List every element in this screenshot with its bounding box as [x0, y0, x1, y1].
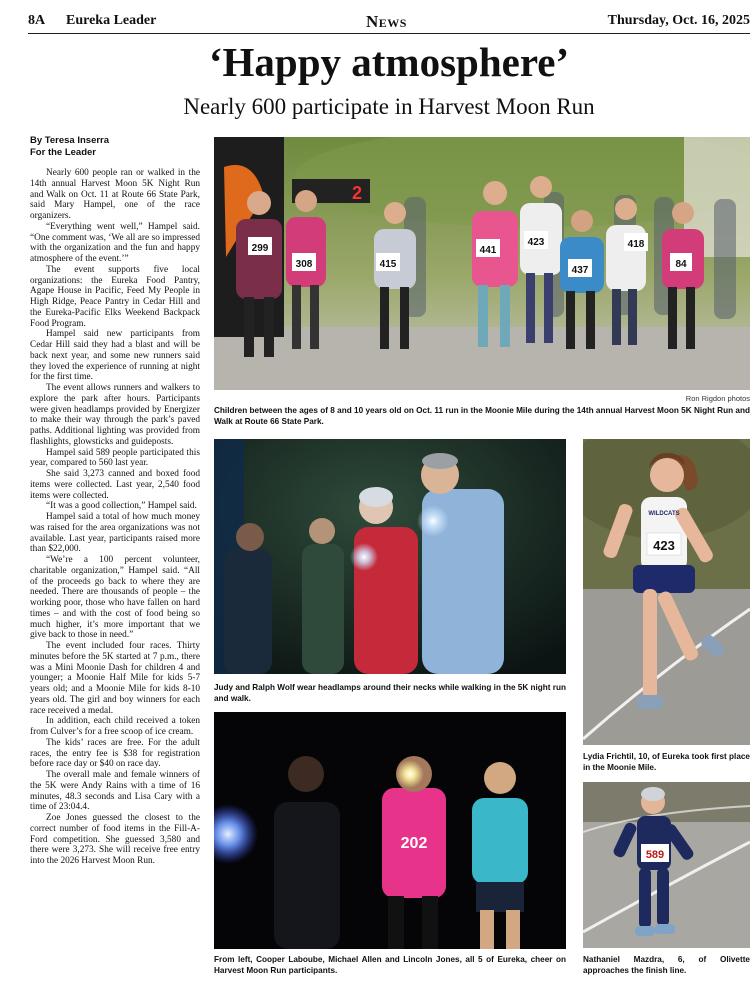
article-paragraph: Hampel said new participants from Cedar Hill said they had a blast and will be back next year, and some new runners said they loved the experience of running at night for the first time.	[30, 329, 200, 383]
photo-walkers	[214, 439, 566, 674]
bib-number: 437	[571, 265, 589, 276]
bib-number: 84	[675, 259, 687, 270]
article-paragraph: Nearly 600 people ran or walked in the 14th annual Harvest Moon 5K Night Run and Walk on Oct. 11 at Route 66 State Park, said Mary Hampel, one of the race organizers.	[30, 168, 200, 221]
article-paragraph: The kids’ races are free. For the adult races, the entry fee is $38 for registration before race day or $40 on race day.	[30, 737, 200, 770]
bib-number: 299	[251, 243, 269, 254]
section-name: News	[366, 12, 407, 31]
issue-date: Thursday, Oct. 16, 2025	[607, 13, 750, 28]
bib-number: 308	[295, 259, 313, 270]
bib-number: 418	[627, 239, 645, 250]
article-paragraph: In addition, each child received a token from Culver’s for a free scoop of ice cream.	[30, 716, 200, 737]
walkers-caption: Judy and Ralph Wolf wear headlamps around their necks while walking in the 5K night run and walk.	[214, 683, 566, 703]
photo-lydia	[583, 439, 750, 745]
lydia-bib: 423	[653, 538, 675, 553]
newspaper-name: Eureka Leader	[66, 13, 157, 28]
main-photo-runners	[214, 137, 750, 390]
article-paragraph: The event included four races. Thirty minutes before the 5K started at 7 p.m., there was a Mini Moonie Dash for children 4 and younger; a Moonie Half Mile for kids 5-7 years old; and a Moonie Mile for kids 8-10 years old. The girl and boy winners for each race received a medal.	[30, 641, 200, 716]
byline	[30, 135, 202, 159]
photo-nathaniel	[583, 782, 750, 948]
lydia-caption: Lydia Frichtil, 10, of Eureka took first place in the Moonie Mile.	[583, 752, 750, 772]
article-paragraph: The event supports five local organizations: the Eureka Food Pantry, Agape House in Pacific, Feed My People in High Ridge, Peace Pantry in Cedar Hill and the Eureka-Pacific Elks Weekend Backpack Food Program.	[30, 264, 200, 329]
bib-number: 423	[527, 237, 545, 248]
photo-kids-glow	[214, 712, 566, 949]
article-paragraph: The event allows runners and walkers to explore the park after hours. Participants were given headlamps provided by Energizer to make their way through the park’s paved paths. Additional lighting was provided from flashlights, glowsticks and guideposts.	[30, 383, 200, 447]
article-paragraph: “It was a good collection,” Hampel said.	[46, 501, 197, 512]
article-paragraph: “We’re a 100 percent volunteer, charitable organization,” Hampel said. “All of the proceeds go back to where they are needed. There are thousands of people – the working poor, those who have fallen on hard times – and with the cost of food being so much higher, it’s more important that we give back to those in need.”	[30, 555, 200, 641]
main-photo-caption: Children between the ages of 8 and 10 years old on Oct. 11 run in the Moonie Mile during the 14th annual Harvest Moon 5K Night Run and Walk at Route 66 State Park.	[214, 406, 750, 426]
nathaniel-caption: Nathaniel Mazdra, 6, of Olivette approaches the finish line.	[583, 955, 750, 975]
byline-affiliation: For the Leader	[30, 147, 96, 158]
masthead-rule	[28, 33, 750, 34]
shirt-text: WILDCATS	[648, 511, 680, 517]
article-paragraph: “Everything went well,” Hampel said. “One comment was, ‘We all are so impressed with the organization and the fun and happy atmosphere of the event.’”	[30, 221, 200, 264]
photo-credit: Ron Rigdon photos	[685, 394, 750, 403]
article-paragraph: Hampel said 589 people participated this year, compared to 560 last year.	[30, 447, 200, 469]
kids-glow-caption: From left, Cooper Laboube, Michael Allen and Lincoln Jones, all 5 of Eureka, cheer on Harvest Moon Run participants.	[214, 955, 566, 975]
kid-figures	[274, 756, 528, 949]
article-paragraph: Zoe Jones guessed the closest to the correct number of food items in the Fill-A-Ford competition. She guessed 3,580 and there were 3,273. She will receive free entry into the 2026 Harvest Moon Run.	[30, 813, 200, 866]
bib-number: 415	[379, 259, 397, 270]
article-paragraph: She said 3,273 canned and boxed food items were collected. Last year, 2,540 food items were collected.	[30, 469, 200, 501]
page-number: 8A	[28, 13, 46, 28]
shirt-number: 202	[400, 835, 428, 852]
headline: ‘Happy atmosphere’	[208, 39, 570, 85]
subheadline: Nearly 600 participate in Harvest Moon Run	[183, 94, 595, 119]
bib-number: 441	[479, 245, 497, 256]
race-clock-digit: 2	[351, 183, 362, 203]
nathaniel-bib: 589	[645, 849, 665, 861]
masthead	[28, 12, 750, 32]
article-paragraph: Hampel said a total of how much money was raised for the area organizations was not available. Last year, participants raised more than $22,000.	[30, 512, 200, 555]
article-paragraph: The overall male and female winners of the 5K were Andy Rains with a time of 16 minutes, 48.3 seconds and Lisa Cary with a time of 23:04.4.	[30, 770, 200, 813]
byline-author: By Teresa Inserra	[30, 135, 110, 146]
article-body	[30, 168, 200, 978]
